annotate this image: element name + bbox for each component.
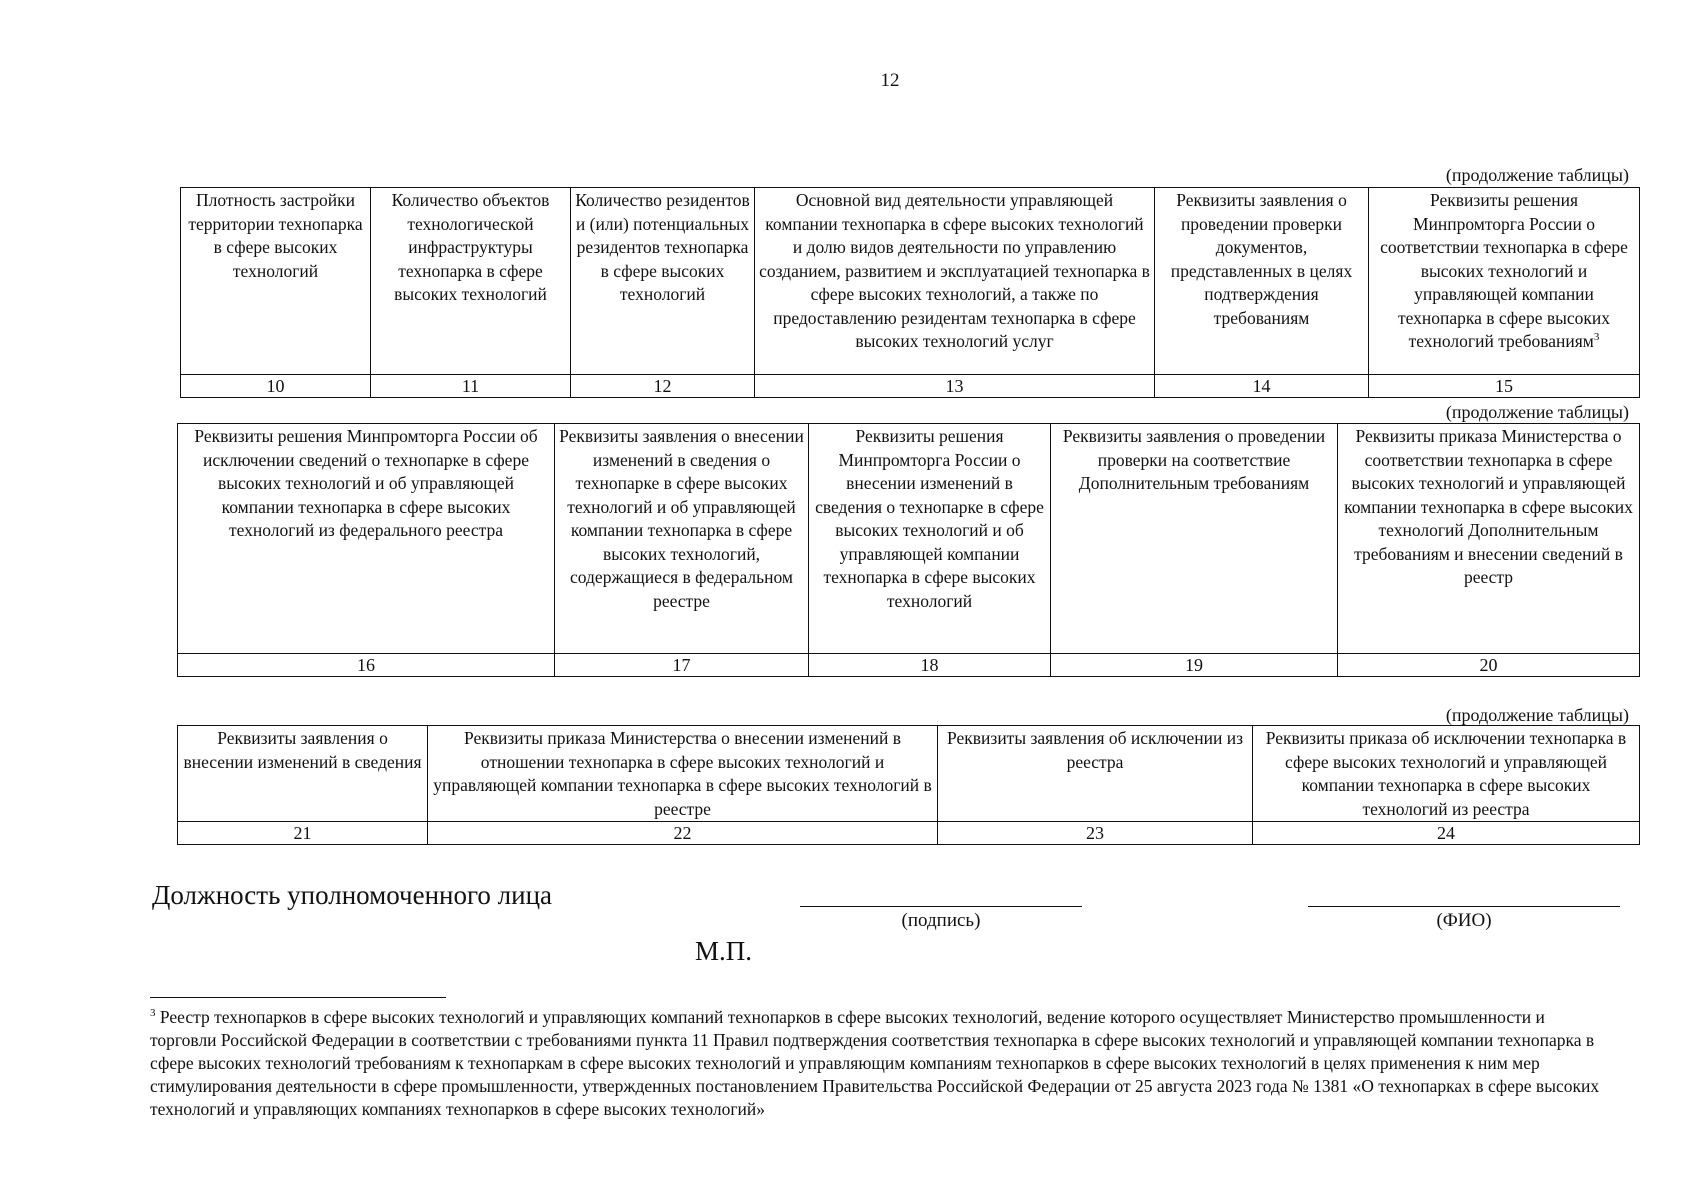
footnote-marker: 3 (150, 1007, 156, 1020)
footnote-reference: 3 (1593, 331, 1600, 344)
table-columns-16-20 (177, 423, 1640, 677)
column-number: 12 (571, 375, 755, 398)
header-cell: Реквизиты решения Минпромторга России о внесении изменений в сведения о технопарке в сфере высоких технологий и об управляющей компании технопарка в сфере высоких технологий (809, 424, 1051, 654)
continuation-label-3: (продолжение таблицы) (1445, 705, 1629, 725)
footnote (150, 1006, 1600, 1121)
header-cell: Реквизиты заявления о внесении изменений в сведения (178, 726, 428, 822)
column-number: 16 (178, 654, 555, 677)
footnote-separator (150, 997, 446, 998)
header-cell: Плотность застройки территории технопарка в сфере высоких технологий (181, 188, 371, 375)
signature-line (800, 906, 1082, 907)
page-number: 12 (880, 70, 900, 91)
full-name-line (1308, 906, 1620, 907)
column-number: 15 (1369, 375, 1640, 398)
header-cell: Реквизиты заявления о проведении проверки документов, представленных в целях подтверждения требованиям (1155, 188, 1369, 375)
footnote-text: Реестр технопарков в сфере высоких технологий и управляющих компаний технопарков в сфере высоких технологий, ведение которого осуществляет Министерство промышленности и торговли Российской Федерации в соответствии с требованиями пункта 11 Правил подтверждения соответствия технопарка в сфере высоких технологий и управляющей компании технопарка в сфере высоких технологий требованиям к технопаркам в сфере высоких технологий и управляющим компаниям технопарков в сфере высоких технологий в целях применения к ним мер стимулирования деятельности в сфере промышленности, утвержденных постановлением Правительства Российской Федерации от 25 августа 2023 года № 1381 «О технопарках в сфере высоких технологий и управляющих компаниях технопарков в сфере высоких технологий» (150, 1007, 1600, 1119)
column-number: 13 (755, 375, 1155, 398)
header-cell: Реквизиты приказа об исключении технопарка в сфере высоких технологий и управляющей компании технопарка в сфере высоких технологий из реестра (1253, 726, 1640, 822)
column-number: 23 (938, 822, 1253, 845)
column-number: 17 (555, 654, 809, 677)
table-columns-10-15 (180, 187, 1640, 398)
continuation-label-1: (продолжение таблицы) (1445, 165, 1629, 185)
header-cell: Реквизиты решения Минпромторга России об исключении сведений о технопарке в сфере высоких технологий и об управляющей компании технопарка в сфере высоких технологий из федерального реестра (178, 424, 555, 654)
header-cell: Количество резидентов и (или) потенциальных резидентов технопарка в сфере высоких технологий (571, 188, 755, 375)
header-cell (1369, 188, 1640, 375)
table-columns-21-24 (177, 725, 1640, 845)
column-number: 21 (178, 822, 428, 845)
column-number: 19 (1051, 654, 1338, 677)
column-number-row (181, 375, 1640, 398)
authorized-person-position: Должность уполномоченного лица (152, 880, 553, 910)
header-cell: Реквизиты заявления о проведении проверки на соответствие Дополнительным требованиям (1051, 424, 1338, 654)
header-row (178, 726, 1640, 822)
column-number: 14 (1155, 375, 1369, 398)
column-number: 24 (1253, 822, 1640, 845)
header-row (178, 424, 1640, 654)
header-cell: Реквизиты заявления об исключении из реестра (938, 726, 1253, 822)
column-number: 18 (809, 654, 1051, 677)
continuation-label-2: (продолжение таблицы) (1445, 402, 1629, 422)
column-number: 20 (1338, 654, 1640, 677)
header-cell: Реквизиты приказа Министерства о внесении изменений в отношении технопарка в сфере высоких технологий и управляющей компании технопарка в сфере высоких технологий в реестре (428, 726, 938, 822)
column-number: 22 (428, 822, 938, 845)
header-cell: Количество объектов технологической инфраструктуры технопарка в сфере высоких технологий (371, 188, 571, 375)
header-cell: Реквизиты приказа Министерства о соответствии технопарка в сфере высоких технологий и управляющей компании технопарка в сфере высоких технологий Дополнительным требованиям и внесении сведений в реестр (1338, 424, 1640, 654)
signature-caption: (подпись) (901, 910, 981, 931)
column-number-row (178, 822, 1640, 845)
header-row (181, 188, 1640, 375)
column-number: 11 (371, 375, 571, 398)
column-number: 10 (181, 375, 371, 398)
column-number-row (178, 654, 1640, 677)
header-cell-text: Реквизиты решения Минпромторга России о соответствии технопарка в сфере высоких технологий и управляющей компании технопарка в сфере высоких технологий требованиям (1380, 190, 1628, 351)
header-cell: Основной вид деятельности управляющей компании технопарка в сфере высоких технологий и долю видов деятельности по управлению созданием, развитием и эксплуатацией технопарка в сфере высоких технологий, а также по предоставлению резидентам технопарка в сфере высоких технологий услуг (755, 188, 1155, 375)
header-cell: Реквизиты заявления о внесении изменений в сведения о технопарке в сфере высоких технологий и об управляющей компании технопарка в сфере высоких технологий, содержащиеся в федеральном реестре (555, 424, 809, 654)
full-name-caption: (ФИО) (1436, 910, 1492, 931)
stamp-place-label: М.П. (695, 936, 753, 966)
